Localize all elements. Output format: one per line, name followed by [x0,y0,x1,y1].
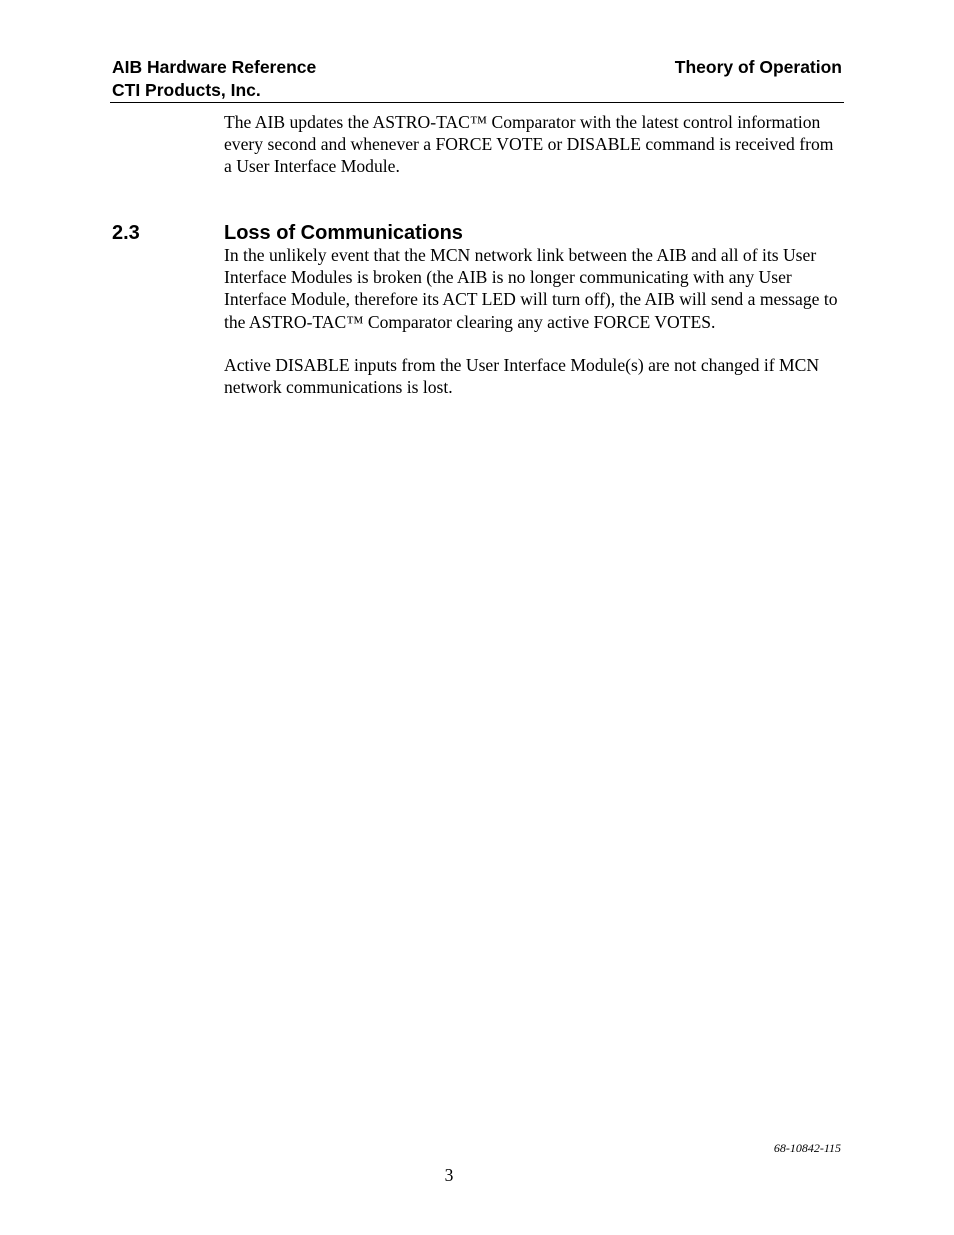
section-paragraph: Active DISABLE inputs from the User Interface Module(s) are not changed if MCN network communications is lost. [224,355,820,398]
running-header-left [112,56,316,102]
page-number: 3 [444,1165,454,1185]
section-number: 2.3 [112,222,140,244]
document-number: 68-10842-115 [773,1141,841,1155]
company-name: CTI Products, Inc. [112,80,261,100]
chapter-title: Theory of Operation [674,57,842,77]
intro-paragraph: The AIB updates the ASTRO-TAC™ Comparator with the latest control information every second and whenever a FORCE VOTE or DISABLE command is received from a User Interface Module. [224,112,834,177]
section-paragraph: In the unlikely event that the MCN network link between the AIB and all of its User Interface Modules is broken (the AIB is no longer communicating with any User Interface Module, therefore its ACT LED will turn off), the AIB will send a message to the ASTRO-TAC™ Comparator clearing any active FORCE VOTES. [224,245,838,332]
section-heading: Loss of Communications [224,222,463,244]
header-divider [110,102,844,103]
document-title: AIB Hardware Reference [112,57,317,77]
